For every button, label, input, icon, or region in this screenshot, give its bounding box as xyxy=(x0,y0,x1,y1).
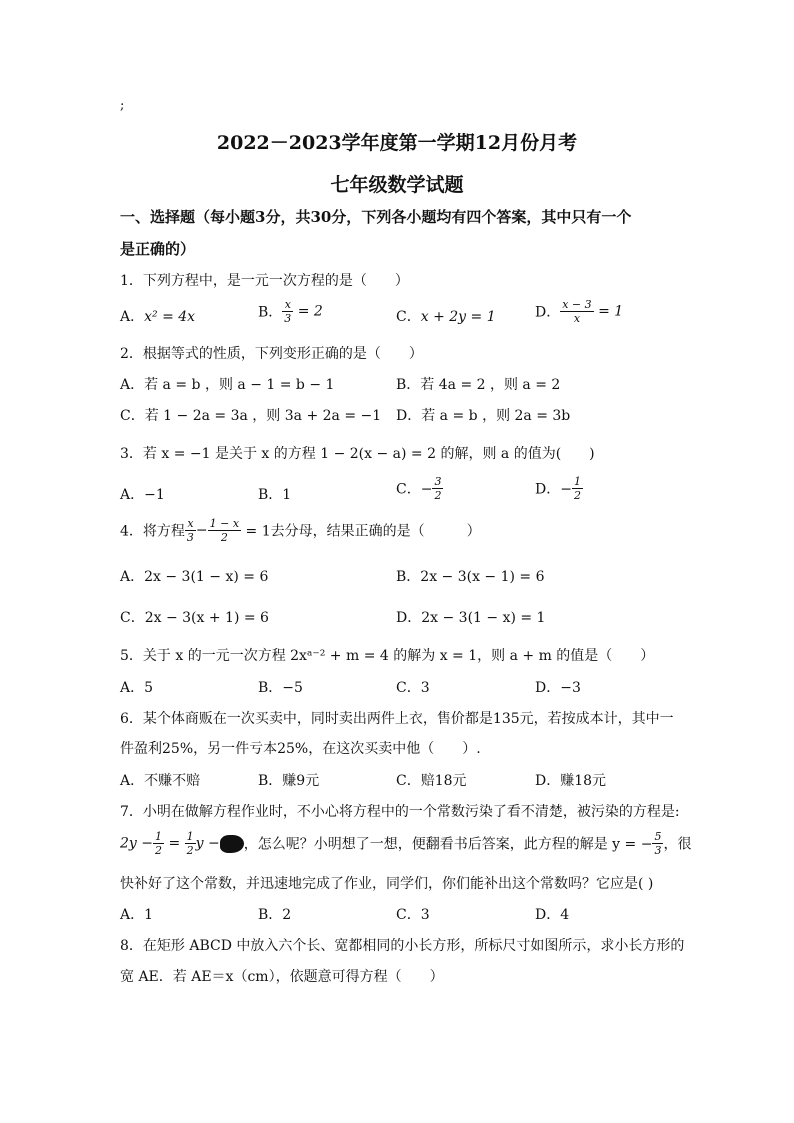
numerator: x xyxy=(185,517,196,531)
question-3-option-b: B．1 xyxy=(258,487,292,503)
question-7-option-d: D．4 xyxy=(535,907,570,923)
question-1-option-a xyxy=(120,306,195,326)
question-2-option-c: C．若 1 − 2a = 3a ，则 3a + 2a = −1 xyxy=(120,408,382,424)
question-6-option-a: A．不赚不赔 xyxy=(120,773,201,789)
question-2-option-b: B．若 4a = 2 ，则 a = 2 xyxy=(396,377,561,393)
question-3-option-c xyxy=(396,475,443,502)
fraction xyxy=(185,830,196,857)
question-6-option-c: C．赔18元 xyxy=(396,773,467,789)
option-text: = 1 xyxy=(593,303,624,320)
question-2-stem: 2．根据等式的性质，下列变形正确的是（ ） xyxy=(120,346,423,362)
question-6-option-d: D．赚18元 xyxy=(535,773,607,789)
question-6-stem-line2: 件盈利25%，另一件亏本25%，在这次买卖中他（ ）. xyxy=(120,741,481,757)
question-3-stem: 3．若 x = −1 是关于 x 的方程 1 − 2(x − a) = 2 的解，则 a 的值为( ) xyxy=(120,446,595,462)
question-1-option-c xyxy=(396,306,496,326)
stem-text: ，很 xyxy=(663,836,692,853)
fraction xyxy=(282,298,293,325)
option-label: C． xyxy=(396,309,421,325)
section-heading-line1: 一、选择题（每小题3分，共30分，下列各小题均有四个答案，其中只有一个 xyxy=(120,208,632,226)
question-4-option-a: A．2x − 3(1 − x) = 6 xyxy=(120,569,269,585)
question-7-stem-line3: 快补好了这个常数，并迅速地完成了作业，同学们，你们能补出这个常数吗？它应是( ) xyxy=(120,876,654,892)
denominator: 3 xyxy=(186,531,194,544)
fraction xyxy=(153,830,164,857)
question-8-stem-line2: 宽 AE．若 AE＝x（cm），依题意可得方程（ ） xyxy=(120,969,444,985)
question-7-option-b: B．2 xyxy=(258,907,292,923)
question-2-option-d: D．若 a = b ，则 2a = 3b xyxy=(396,408,571,424)
option-label: D． xyxy=(535,304,561,321)
question-4-option-d: D．2x − 3(1 − x) = 1 xyxy=(396,610,546,626)
ink-blot xyxy=(220,835,244,853)
denominator: 2 xyxy=(573,489,581,502)
question-1-option-b xyxy=(258,298,323,325)
section-heading-line2: 是正确的） xyxy=(120,240,196,258)
numerator: 3 xyxy=(434,475,442,488)
exam-title: 2022－2023学年度第一学期12月份月考 xyxy=(216,132,578,154)
fraction xyxy=(432,475,443,502)
option-label: C．− xyxy=(396,481,433,498)
question-7-option-c: C．3 xyxy=(396,907,430,923)
denominator: 2 xyxy=(220,531,228,544)
stem-text: = 1去分母，结果正确的是（ ） xyxy=(241,523,481,540)
stem-text: 4．将方程 xyxy=(120,523,185,540)
fraction xyxy=(560,298,593,325)
numerator: 1 xyxy=(186,830,194,843)
question-5-option-b: B．−5 xyxy=(258,680,303,696)
question-2-option-a: A．若 a = b ，则 a − 1 = b − 1 xyxy=(120,377,335,393)
question-1-option-d xyxy=(535,298,623,325)
equation-text: = xyxy=(164,835,185,852)
option-label: A． xyxy=(120,309,145,325)
question-8-stem-line1: 8．在矩形 ABCD 中放入六个长、宽都相同的小长方形，所标尺寸如图所示，求小长方形的 xyxy=(120,938,685,954)
question-5-stem: 5．关于 x 的一元一次方程 2xᵃ⁻² + m = 4 的解为 x = 1，则 a + m 的值是（ ） xyxy=(120,648,655,664)
option-text: = 2 xyxy=(293,303,323,320)
option-label: B． xyxy=(258,304,283,321)
numerator: 1 − x xyxy=(209,517,240,530)
operator: − xyxy=(195,522,208,539)
question-7-stem-line1: 7．小明在做解方程作业时，不小心将方程中的一个常数污染了看不清楚，被污染的方程是: xyxy=(120,804,680,820)
stem-text: ，怎么呢？小明想了一想，便翻看书后答案，此方程的解是 y = − xyxy=(243,836,653,853)
question-3-option-a: A．−1 xyxy=(120,487,165,503)
question-4-stem xyxy=(120,517,481,544)
numerator: 5 xyxy=(654,830,662,843)
numerator: x − 3 xyxy=(562,298,592,311)
question-5-option-d: D．−3 xyxy=(535,680,581,696)
question-5-option-a: A．5 xyxy=(120,680,154,696)
denominator: 2 xyxy=(186,844,194,857)
option-text: x + 2y = 1 xyxy=(420,309,496,325)
fraction xyxy=(208,517,241,544)
denominator: 2 xyxy=(155,844,162,857)
question-5-option-c: C．3 xyxy=(396,680,430,696)
fraction xyxy=(572,475,583,502)
question-7-stem-line2 xyxy=(120,830,691,857)
question-7-option-a: A．1 xyxy=(120,907,154,923)
question-6-stem-line1: 6．某个体商贩在一次买卖中，同时卖出两件上衣，售价都是135元，若按成本计，其中一 xyxy=(120,711,674,727)
numerator: x xyxy=(282,298,293,312)
question-6-option-b: B．赚9元 xyxy=(258,773,320,789)
fraction xyxy=(185,517,196,544)
denominator: 3 xyxy=(654,844,662,857)
numerator: 1 xyxy=(155,830,162,843)
denominator: 2 xyxy=(434,489,442,502)
equation-text: y − xyxy=(195,835,220,852)
numerator: 1 xyxy=(573,475,581,488)
question-3-option-d xyxy=(535,475,583,502)
option-label: D．− xyxy=(535,481,572,498)
question-4-option-b: B．2x − 3(x − 1) = 6 xyxy=(396,569,545,585)
equation-text: 2y − xyxy=(120,835,153,852)
fraction xyxy=(652,830,663,857)
question-1-stem: 1．下列方程中，是一元一次方程的是（ ） xyxy=(120,273,409,289)
denominator: x xyxy=(573,312,581,325)
question-4-option-c: C．2x − 3(x + 1) = 6 xyxy=(120,610,269,626)
option-text: x² = 4x xyxy=(144,309,196,325)
header-mark: ; xyxy=(120,98,125,113)
exam-subtitle: 七年级数学试题 xyxy=(330,174,464,196)
denominator: 3 xyxy=(284,312,292,325)
